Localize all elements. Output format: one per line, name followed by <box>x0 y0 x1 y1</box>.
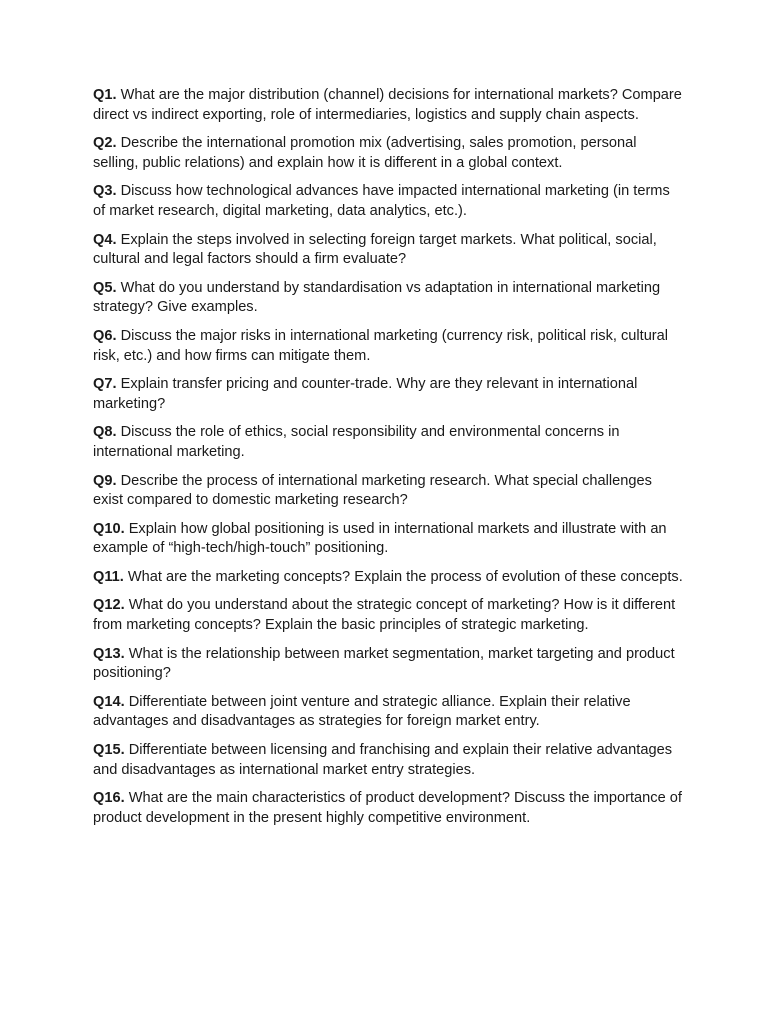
question-number: Q10. <box>93 520 125 537</box>
question-text: Describe the international promotion mix (advertising, sales promotion, personal selling, public relations) and explain how it is different in a global context. <box>93 135 637 171</box>
question-number: Q8. <box>93 424 117 441</box>
question-item <box>93 472 683 511</box>
question-text: Differentiate between licensing and franchising and explain their relative advantages and disadvantages as international market entry strategies. <box>93 742 672 778</box>
question-text: What are the marketing concepts? Explain the process of evolution of these concepts. <box>127 568 683 585</box>
question-number: Q11. <box>93 568 124 585</box>
question-number: Q5. <box>93 279 117 296</box>
question-text: What are the major distribution (channel) decisions for international markets? Compare direct vs indirect exporting, role of intermediaries, logistics and supply chain aspects. <box>93 87 682 123</box>
question-number: Q9. <box>93 472 117 489</box>
question-text: What are the main characteristics of product development? Discuss the importance of product development in the present highly competitive environment. <box>93 790 682 826</box>
question-text: What do you understand by standardisation vs adaptation in international marketing strategy? Give examples. <box>93 279 661 316</box>
question-number: Q16. <box>93 790 125 807</box>
question-number: Q4. <box>93 231 117 248</box>
question-item <box>93 568 683 588</box>
question-number: Q13. <box>93 645 125 662</box>
question-item <box>93 520 683 559</box>
question-number: Q7. <box>93 376 117 393</box>
question-text: Discuss how technological advances have impacted international marketing (in terms of market research, digital marketing, data analytics, etc.). <box>93 183 670 219</box>
question-item <box>93 375 683 414</box>
question-item <box>93 741 683 780</box>
question-list <box>93 86 683 837</box>
question-text: What do you understand about the strategic concept of marketing? How is it different from marketing concepts? Explain the basic principles of strategic marketing. <box>93 597 676 634</box>
question-item <box>93 693 683 732</box>
question-number: Q6. <box>93 327 117 344</box>
question-item <box>93 182 683 221</box>
question-item <box>93 279 683 318</box>
question-text: Describe the process of international marketing research. What special challenges exist compared to domestic marketing research? <box>93 472 652 509</box>
question-number: Q12. <box>93 597 125 614</box>
question-text: What is the relationship between market segmentation, market targeting and product positioning? <box>93 645 675 682</box>
question-item <box>93 645 683 684</box>
question-item <box>93 327 683 366</box>
question-text: Discuss the role of ethics, social responsibility and environmental concerns in international marketing. <box>93 424 620 460</box>
question-text: Differentiate between joint venture and strategic alliance. Explain their relative advantages and disadvantages as strategies for foreign market entry. <box>93 693 631 730</box>
question-number: Q2. <box>93 135 117 152</box>
question-item <box>93 134 683 173</box>
question-number: Q3. <box>93 183 117 200</box>
question-text: Explain how global positioning is used in international markets and illustrate with an example of “high-tech/high-touch” positioning. <box>93 520 667 557</box>
question-item <box>93 789 683 828</box>
question-item <box>93 423 683 462</box>
question-text: Discuss the major risks in international marketing (currency risk, political risk, cultural risk, etc.) and how firms can mitigate them. <box>93 327 669 364</box>
question-item <box>93 86 683 125</box>
question-number: Q15. <box>93 742 125 759</box>
question-text: Explain transfer pricing and counter-trade. Why are they relevant in international marketing? <box>93 376 638 412</box>
question-item <box>93 596 683 635</box>
question-text: Explain the steps involved in selecting foreign target markets. What political, social, cultural and legal factors should a firm evaluate? <box>93 231 657 268</box>
question-item <box>93 231 683 270</box>
question-number: Q1. <box>93 87 117 103</box>
question-number: Q14. <box>93 693 125 710</box>
